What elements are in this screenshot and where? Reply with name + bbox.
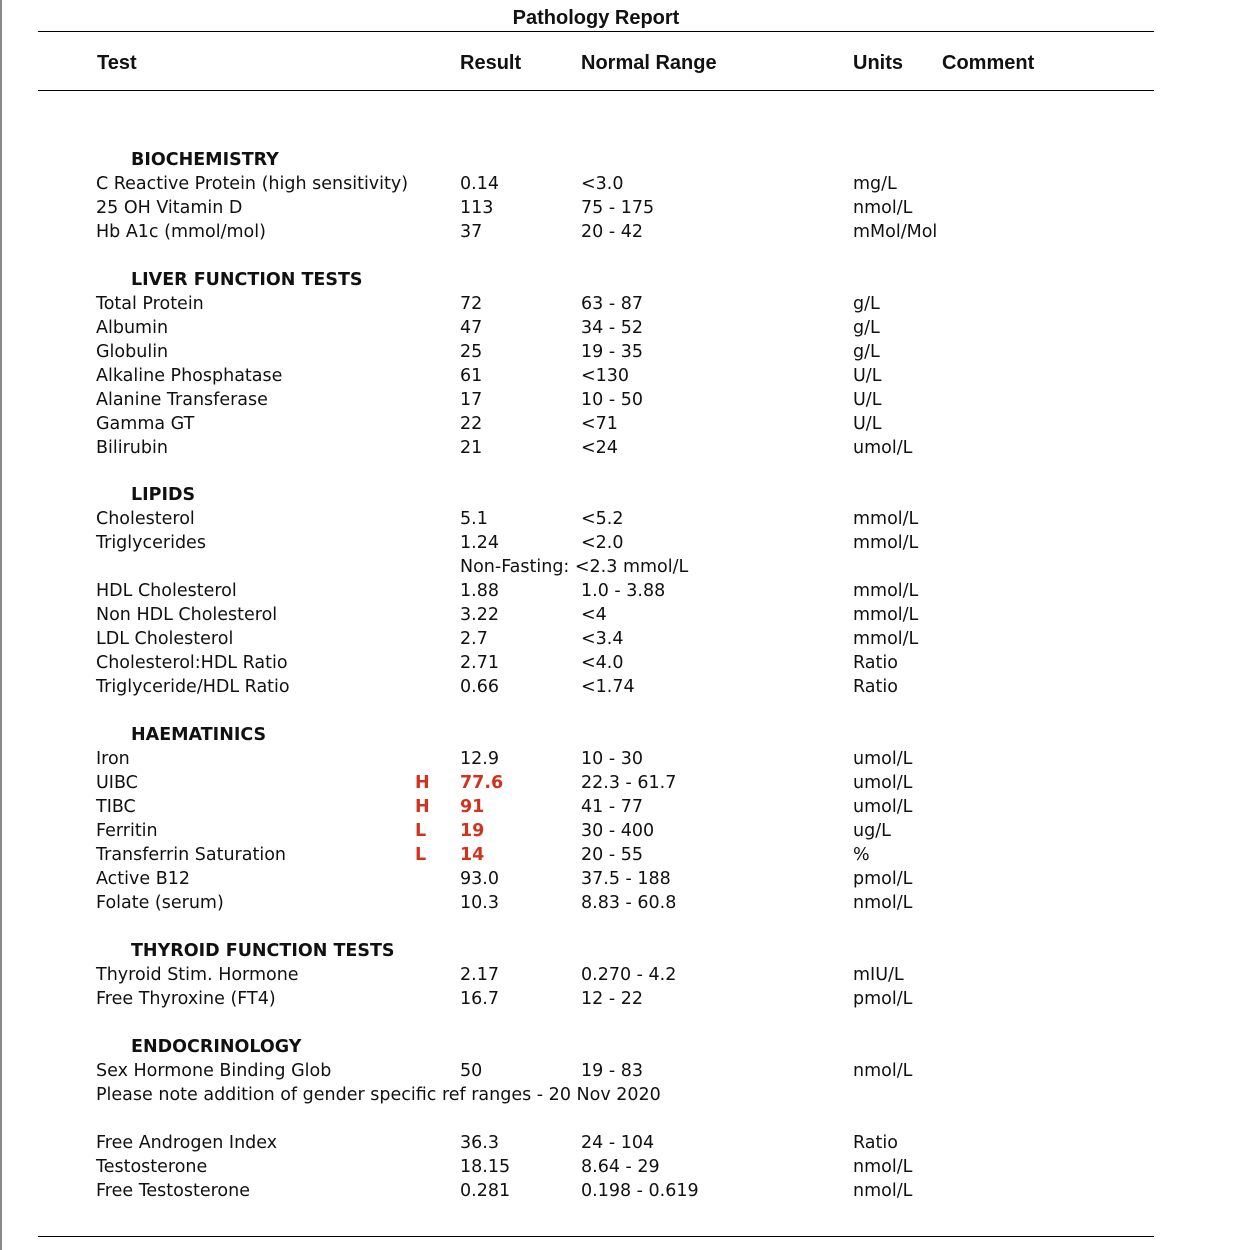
units: mMol/Mol	[853, 222, 938, 242]
header-bottom-rule	[38, 90, 1154, 91]
normal-range: <4	[581, 605, 607, 625]
units: umol/L	[853, 797, 913, 817]
units: mIU/L	[853, 965, 904, 985]
normal-range: 10 - 50	[581, 390, 643, 410]
normal-range: 20 - 55	[581, 845, 643, 865]
test-name: Free Androgen Index	[96, 1133, 278, 1153]
units: Ratio	[853, 677, 898, 697]
units: U/L	[853, 390, 882, 410]
test-result: 2.17	[460, 965, 499, 985]
units: nmol/L	[853, 1181, 913, 1201]
test-result: 61	[460, 366, 483, 386]
test-name: 25 OH Vitamin D	[96, 198, 243, 218]
result-row	[0, 172, 1236, 196]
units: mmol/L	[853, 533, 919, 553]
test-name: Bilirubin	[96, 438, 168, 458]
units: g/L	[853, 318, 880, 338]
result-row	[0, 843, 1236, 867]
test-result: 50	[460, 1061, 483, 1081]
normal-range: 30 - 400	[581, 821, 655, 841]
result-row	[0, 412, 1236, 436]
non-fasting-note: Non-Fasting: <2.3 mmol/L	[460, 557, 689, 577]
test-result: 1.24	[460, 533, 499, 553]
test-result: 22	[460, 414, 483, 434]
normal-range: <4.0	[581, 653, 624, 673]
normal-range: <5.2	[581, 509, 624, 529]
normal-range: 75 - 175	[581, 198, 655, 218]
test-name: Free Thyroxine (FT4)	[96, 989, 276, 1009]
units: ug/L	[853, 821, 891, 841]
test-result: 5.1	[460, 509, 488, 529]
units: nmol/L	[853, 1061, 913, 1081]
test-result: 2.7	[460, 629, 488, 649]
test-name: Cholesterol	[96, 509, 195, 529]
result-row	[0, 987, 1236, 1011]
normal-range: 19 - 35	[581, 342, 643, 362]
section-title-endocrinology: ENDOCRINOLOGY	[131, 1037, 302, 1057]
units: mg/L	[853, 174, 897, 194]
result-row	[0, 316, 1236, 340]
test-name: Folate (serum)	[96, 893, 224, 913]
test-result: 93.0	[460, 869, 499, 889]
result-row	[0, 220, 1236, 244]
column-header-normal-range: Normal Range	[581, 52, 717, 74]
section-title-haematinics: HAEMATINICS	[131, 725, 267, 745]
test-name: C Reactive Protein (high sensitivity)	[96, 174, 409, 194]
normal-range: 0.270 - 4.2	[581, 965, 677, 985]
test-name: LDL Cholesterol	[96, 629, 234, 649]
report-title: Pathology Report	[512, 7, 680, 29]
abnormal-flag: H	[415, 797, 430, 817]
test-result: 21	[460, 438, 483, 458]
units: mmol/L	[853, 629, 919, 649]
units: Ratio	[853, 1133, 898, 1153]
normal-range: <130	[581, 366, 630, 386]
units: umol/L	[853, 438, 913, 458]
header-top-rule	[38, 31, 1154, 32]
units: pmol/L	[853, 989, 913, 1009]
result-row	[0, 795, 1236, 819]
result-row	[0, 364, 1236, 388]
normal-range: 41 - 77	[581, 797, 643, 817]
section-title-thyroid: THYROID FUNCTION TESTS	[131, 941, 395, 961]
test-name: Globulin	[96, 342, 169, 362]
result-row	[0, 388, 1236, 412]
test-name: TIBC	[96, 797, 136, 817]
column-header-comment: Comment	[942, 52, 1035, 74]
result-row	[0, 963, 1236, 987]
units: g/L	[853, 294, 880, 314]
test-name: Hb A1c (mmol/mol)	[96, 222, 266, 242]
normal-range: 10 - 30	[581, 749, 643, 769]
units: nmol/L	[853, 1157, 913, 1177]
test-name: Albumin	[96, 318, 169, 338]
test-name: Iron	[96, 749, 130, 769]
normal-range: 34 - 52	[581, 318, 643, 338]
test-result: 0.14	[460, 174, 499, 194]
result-row	[0, 867, 1236, 891]
normal-range: 22.3 - 61.7	[581, 773, 677, 793]
result-row	[0, 531, 1236, 555]
test-name: Transferrin Saturation	[96, 845, 286, 865]
result-row	[0, 1179, 1236, 1203]
result-row	[0, 579, 1236, 603]
column-header-test: Test	[97, 52, 137, 74]
normal-range: <71	[581, 414, 618, 434]
units: umol/L	[853, 773, 913, 793]
normal-range: <24	[581, 438, 618, 458]
test-result: 12.9	[460, 749, 499, 769]
test-name: Total Protein	[96, 294, 204, 314]
test-name: Cholesterol:HDL Ratio	[96, 653, 288, 673]
normal-range: 19 - 83	[581, 1061, 643, 1081]
result-row	[0, 340, 1236, 364]
test-name: Sex Hormone Binding Glob	[96, 1061, 332, 1081]
result-row	[0, 436, 1236, 460]
units: U/L	[853, 366, 882, 386]
normal-range: <1.74	[581, 677, 635, 697]
test-result: 113	[460, 198, 494, 218]
test-result: 16.7	[460, 989, 499, 1009]
result-row	[0, 603, 1236, 627]
test-result: 2.71	[460, 653, 499, 673]
test-result: 1.88	[460, 581, 499, 601]
test-result: 72	[460, 294, 483, 314]
test-result: 0.281	[460, 1181, 511, 1201]
result-row	[0, 196, 1236, 220]
test-result: 47	[460, 318, 483, 338]
test-name: Non HDL Cholesterol	[96, 605, 278, 625]
units: mmol/L	[853, 581, 919, 601]
section-title-biochemistry: BIOCHEMISTRY	[131, 150, 279, 170]
normal-range: 1.0 - 3.88	[581, 581, 666, 601]
test-name: Thyroid Stim. Hormone	[96, 965, 299, 985]
units: mmol/L	[853, 605, 919, 625]
test-name: Alkaline Phosphatase	[96, 366, 283, 386]
test-name: UIBC	[96, 773, 138, 793]
normal-range: <3.0	[581, 174, 624, 194]
test-result: 18.15	[460, 1157, 511, 1177]
units: nmol/L	[853, 893, 913, 913]
test-result: 77.6	[460, 773, 504, 793]
test-name: Alanine Transferase	[96, 390, 268, 410]
section-title-liver-function: LIVER FUNCTION TESTS	[131, 270, 363, 290]
result-row	[0, 819, 1236, 843]
test-name: Active B12	[96, 869, 190, 889]
result-row	[0, 675, 1236, 699]
test-name: Triglyceride/HDL Ratio	[96, 677, 290, 697]
test-result: 25	[460, 342, 483, 362]
abnormal-flag: L	[415, 821, 427, 841]
result-row	[0, 1131, 1236, 1155]
normal-range: 63 - 87	[581, 294, 643, 314]
test-result: 37	[460, 222, 483, 242]
test-result: 14	[460, 845, 485, 865]
units: %	[853, 845, 870, 865]
normal-range: 0.198 - 0.619	[581, 1181, 699, 1201]
normal-range: 8.83 - 60.8	[581, 893, 677, 913]
test-result: 19	[460, 821, 485, 841]
result-row	[0, 507, 1236, 531]
test-result: 91	[460, 797, 485, 817]
result-row	[0, 891, 1236, 915]
test-result: 0.66	[460, 677, 499, 697]
test-name: Free Testosterone	[96, 1181, 250, 1201]
units: g/L	[853, 342, 880, 362]
normal-range: 20 - 42	[581, 222, 643, 242]
test-result: 17	[460, 390, 483, 410]
units: U/L	[853, 414, 882, 434]
abnormal-flag: L	[415, 845, 427, 865]
section-title-lipids: LIPIDS	[131, 485, 196, 505]
units: pmol/L	[853, 869, 913, 889]
units: umol/L	[853, 749, 913, 769]
result-row	[0, 1155, 1236, 1179]
test-result: 3.22	[460, 605, 499, 625]
abnormal-flag: H	[415, 773, 430, 793]
units: Ratio	[853, 653, 898, 673]
normal-range: 8.64 - 29	[581, 1157, 660, 1177]
result-row	[0, 771, 1236, 795]
result-row	[0, 651, 1236, 675]
test-name: Testosterone	[96, 1157, 208, 1177]
result-row	[0, 627, 1236, 651]
footer-rule	[38, 1236, 1154, 1237]
units: nmol/L	[853, 198, 913, 218]
normal-range: 37.5 - 188	[581, 869, 671, 889]
units: mmol/L	[853, 509, 919, 529]
column-header-result: Result	[460, 52, 522, 74]
result-row	[0, 747, 1236, 771]
test-result: 10.3	[460, 893, 499, 913]
normal-range: <2.0	[581, 533, 624, 553]
test-result: 36.3	[460, 1133, 499, 1153]
test-name: Triglycerides	[96, 533, 206, 553]
result-row	[0, 1059, 1236, 1083]
test-name: Gamma GT	[96, 414, 195, 434]
reference-range-note: Please note addition of gender specific ref ranges - 20 Nov 2020	[96, 1085, 661, 1105]
normal-range: <3.4	[581, 629, 624, 649]
column-header-units: Units	[853, 52, 903, 74]
test-name: HDL Cholesterol	[96, 581, 237, 601]
result-row	[0, 292, 1236, 316]
test-name: Ferritin	[96, 821, 158, 841]
normal-range: 12 - 22	[581, 989, 643, 1009]
normal-range: 24 - 104	[581, 1133, 655, 1153]
footer-clipped-text	[38, 1241, 1154, 1250]
